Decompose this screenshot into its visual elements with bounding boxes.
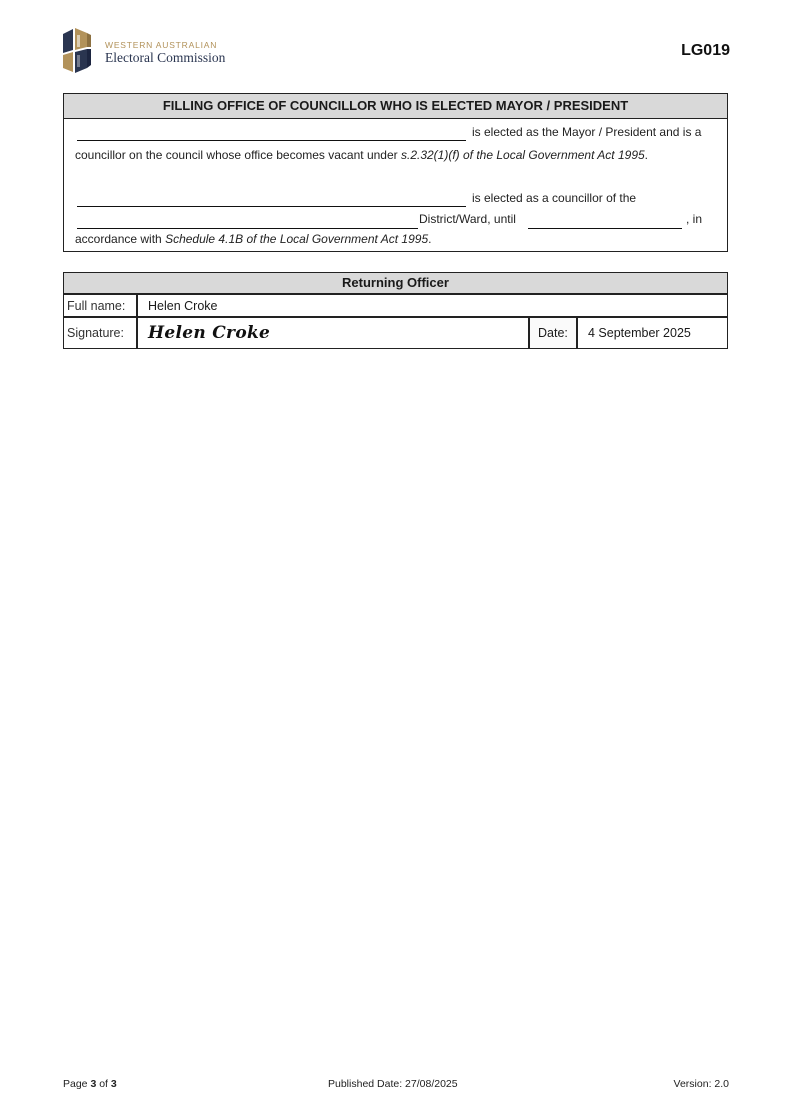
full-name-label: Full name:	[67, 298, 126, 313]
page-current: 3	[90, 1078, 97, 1090]
district-ward-field[interactable]	[77, 213, 418, 229]
paragraph2-line3	[75, 232, 431, 246]
paragraph1-period: .	[644, 148, 649, 162]
councillor-name-field[interactable]	[77, 192, 466, 207]
paragraph2-line3-text: accordance with	[75, 232, 162, 246]
date-label: Date:	[530, 318, 576, 348]
commission-emblem-icon	[63, 28, 91, 74]
org-name-line2: Electoral Commission	[105, 50, 226, 65]
signature-cell[interactable]	[138, 318, 528, 348]
full-name-value[interactable]: Helen Croke	[148, 298, 218, 313]
handwritten-signature: Helen Croke	[148, 323, 271, 343]
filling-office-section	[63, 93, 728, 252]
paragraph1-line2-text: councillor on the council whose office becomes vacant under	[75, 148, 398, 162]
signature-row	[64, 316, 727, 348]
schedule-reference: Schedule 4.1B of the Local Government Act 1995	[165, 232, 429, 246]
paragraph2-in: , in	[686, 212, 703, 226]
signature-label: Signature:	[67, 326, 124, 340]
page-number	[63, 1078, 117, 1090]
form-code: LG019	[681, 42, 730, 59]
full-name-row	[64, 294, 727, 316]
published-date: Published Date: 27/08/2025	[328, 1078, 458, 1090]
returning-officer-title: Returning Officer	[64, 273, 727, 294]
page-prefix: Page	[63, 1078, 88, 1090]
commission-logo	[63, 28, 243, 76]
page-of: of	[99, 1078, 108, 1090]
org-name-line1: WESTERN AUSTRALIAN	[105, 40, 218, 50]
paragraph2-period: .	[428, 232, 432, 246]
paragraph1-line1: is elected as the Mayor / President and is a	[472, 125, 702, 139]
date-value[interactable]: 4 September 2025	[588, 326, 691, 340]
district-ward-label: District/Ward, until	[419, 212, 516, 226]
page-total: 3	[110, 1078, 117, 1090]
act-reference: s.2.32(1)(f) of the Local Government Act 1995	[400, 148, 645, 162]
version: Version: 2.0	[673, 1078, 729, 1090]
until-date-field[interactable]	[528, 213, 682, 229]
returning-officer-table	[63, 272, 728, 349]
paragraph2-line1: is elected as a councillor of the	[472, 191, 637, 205]
mayor-name-field[interactable]	[77, 126, 466, 141]
section-title: FILLING OFFICE OF COUNCILLOR WHO IS ELECTED MAYOR / PRESIDENT	[64, 94, 727, 119]
paragraph1-line2	[75, 148, 648, 162]
